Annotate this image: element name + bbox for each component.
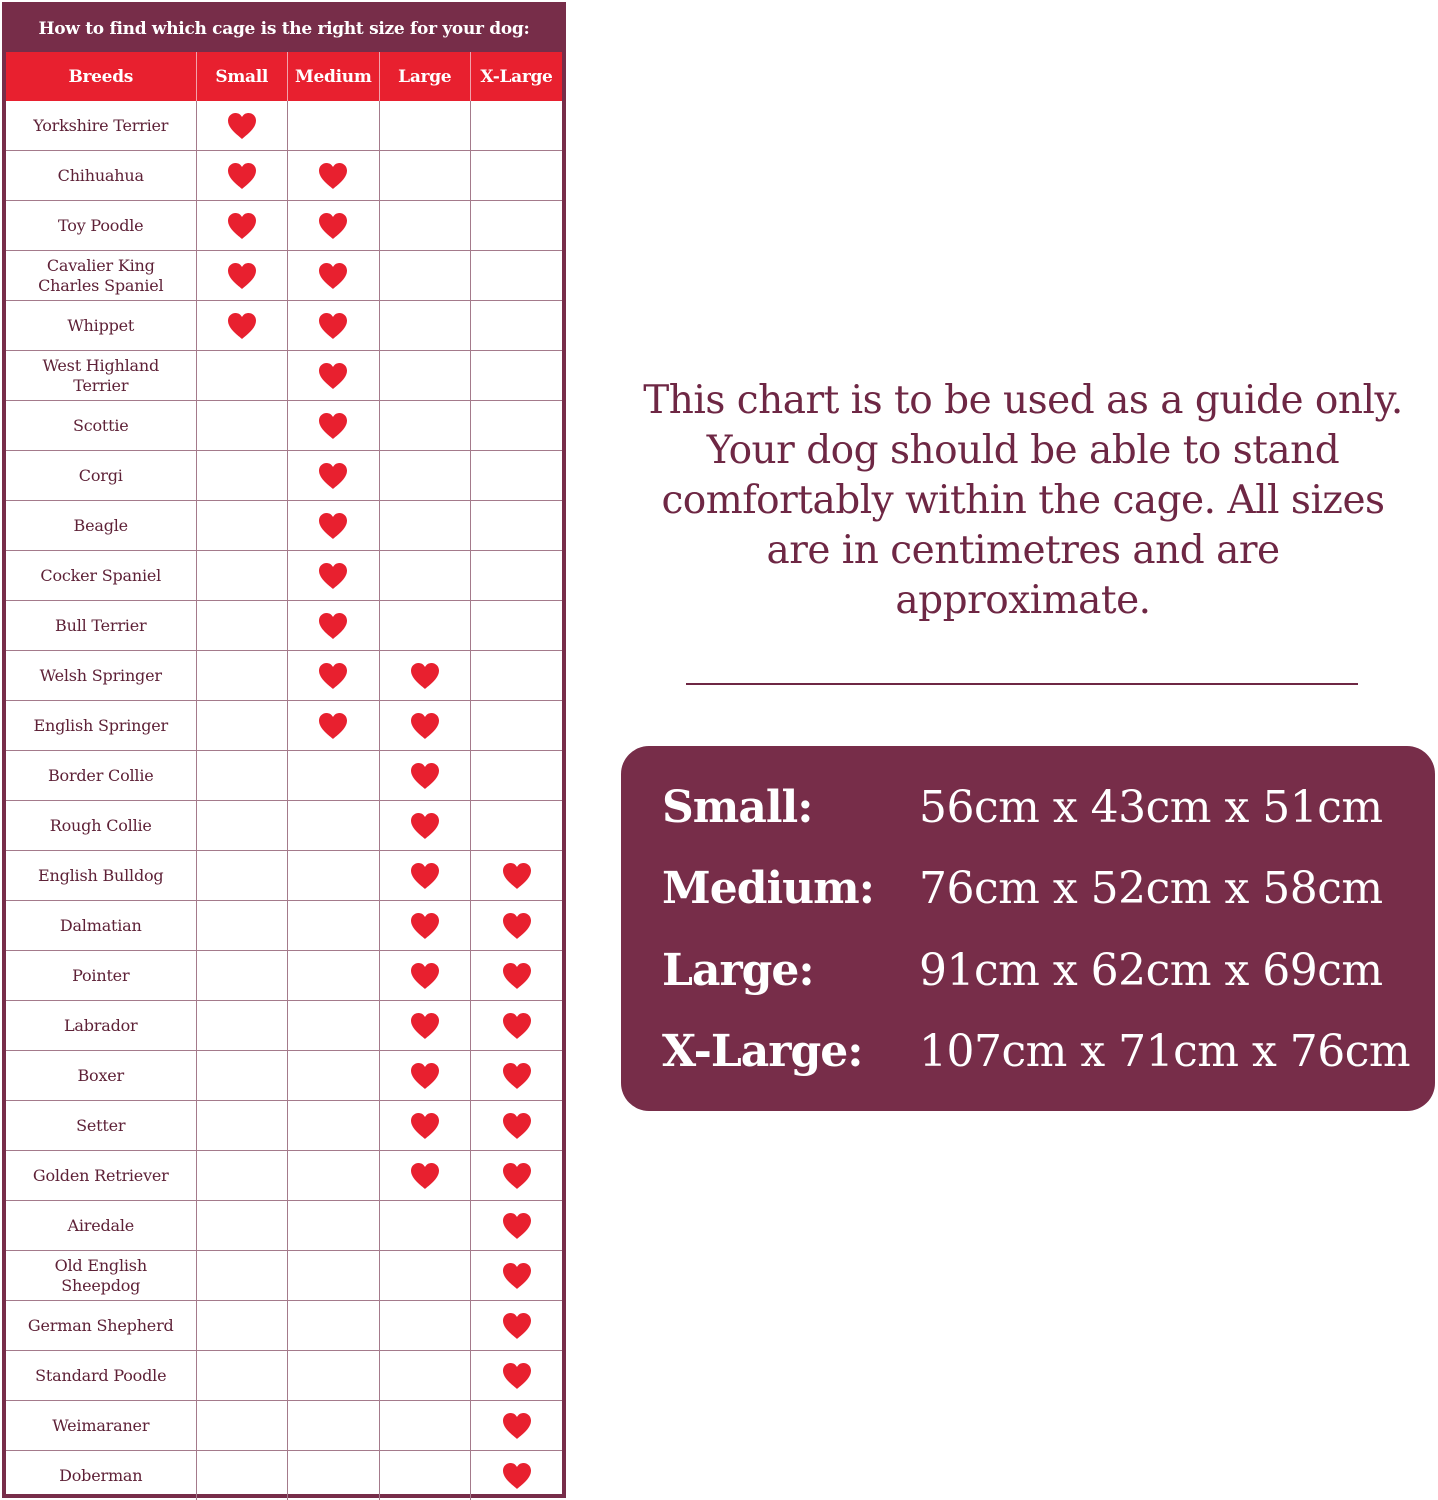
breed-size-chart — [2, 2, 566, 1498]
size-cell-x-large — [471, 1051, 563, 1101]
size-cell-large — [379, 851, 471, 901]
size-cell-x-large — [471, 151, 563, 201]
size-cell-small — [196, 751, 288, 801]
heart-icon — [410, 912, 440, 940]
heart-icon — [318, 512, 348, 540]
size-cell-small — [196, 1101, 288, 1151]
size-cell-x-large — [471, 651, 563, 701]
size-cell-small — [196, 351, 288, 401]
breed-name: Whippet — [6, 301, 196, 351]
heart-icon — [318, 312, 348, 340]
column-header-breeds: Breeds — [6, 52, 196, 101]
size-cell-x-large — [471, 1401, 563, 1451]
breed-name: Toy Poodle — [6, 201, 196, 251]
size-cell-small — [196, 1201, 288, 1251]
size-cell-medium — [288, 851, 380, 901]
heart-icon — [502, 1312, 532, 1340]
heart-icon — [318, 562, 348, 590]
breed-name: Pointer — [6, 951, 196, 1001]
table-row — [6, 1151, 562, 1201]
size-cell-small — [196, 1301, 288, 1351]
size-cell-medium — [288, 1001, 380, 1051]
table-row — [6, 701, 562, 751]
table-row — [6, 651, 562, 701]
heart-icon — [318, 412, 348, 440]
size-cell-large — [379, 301, 471, 351]
heart-icon — [502, 862, 532, 890]
heart-icon — [502, 962, 532, 990]
table-row — [6, 1351, 562, 1401]
size-cell-large — [379, 1451, 471, 1500]
table-row — [6, 251, 562, 301]
size-cell-small — [196, 151, 288, 201]
size-cell-large — [379, 801, 471, 851]
heart-icon — [318, 262, 348, 290]
breed-name: Corgi — [6, 451, 196, 501]
size-cell-large — [379, 651, 471, 701]
size-cell-large — [379, 951, 471, 1001]
size-cell-x-large — [471, 951, 563, 1001]
size-cell-medium — [288, 1051, 380, 1101]
heart-icon — [227, 262, 257, 290]
heart-icon — [318, 212, 348, 240]
size-cell-small — [196, 1451, 288, 1500]
heart-icon — [410, 1062, 440, 1090]
size-cell-large — [379, 751, 471, 801]
dimension-value: 91cm x 62cm x 69cm — [919, 945, 1383, 996]
size-cell-large — [379, 1201, 471, 1251]
dimension-value: 56cm x 43cm x 51cm — [919, 782, 1383, 833]
column-header-large: Large — [379, 52, 471, 101]
size-cell-medium — [288, 951, 380, 1001]
heart-icon — [410, 1012, 440, 1040]
heart-icon — [410, 1112, 440, 1140]
table-row — [6, 401, 562, 451]
size-cell-large — [379, 351, 471, 401]
size-cell-medium — [288, 1351, 380, 1401]
heart-icon — [318, 612, 348, 640]
size-cell-small — [196, 651, 288, 701]
divider — [686, 683, 1358, 685]
breed-table — [6, 52, 562, 1500]
size-cell-medium — [288, 801, 380, 851]
size-cell-large — [379, 601, 471, 651]
size-cell-small — [196, 551, 288, 601]
size-cell-small — [196, 451, 288, 501]
size-cell-large — [379, 1301, 471, 1351]
size-cell-large — [379, 401, 471, 451]
table-row — [6, 1101, 562, 1151]
size-cell-x-large — [471, 251, 563, 301]
heart-icon — [227, 312, 257, 340]
size-cell-x-large — [471, 701, 563, 751]
table-row — [6, 1401, 562, 1451]
breed-name: Chihuahua — [6, 151, 196, 201]
heart-icon — [410, 662, 440, 690]
size-cell-x-large — [471, 301, 563, 351]
table-row — [6, 1001, 562, 1051]
size-cell-x-large — [471, 501, 563, 551]
heart-icon — [410, 762, 440, 790]
size-cell-small — [196, 1351, 288, 1401]
size-cell-small — [196, 851, 288, 901]
heart-icon — [318, 462, 348, 490]
size-cell-small — [196, 601, 288, 651]
dimension-label: Large: — [662, 945, 814, 996]
breed-name: Yorkshire Terrier — [6, 101, 196, 151]
table-row — [6, 1301, 562, 1351]
size-cell-large — [379, 151, 471, 201]
table-row — [6, 1051, 562, 1101]
table-row — [6, 201, 562, 251]
size-cell-medium — [288, 1301, 380, 1351]
breed-name: Setter — [6, 1101, 196, 1151]
dimension-value: 107cm x 71cm x 76cm — [919, 1026, 1411, 1077]
dimension-row-large — [621, 936, 1435, 1006]
size-cell-small — [196, 1051, 288, 1101]
size-cell-medium — [288, 351, 380, 401]
guide-note: This chart is to be used as a guide only. Your dog should be able to stand comfortably within the cage. All sizes are in centimetres and are approximate. — [643, 378, 1403, 623]
size-cell-small — [196, 701, 288, 751]
heart-icon — [502, 1012, 532, 1040]
breed-name: English Bulldog — [6, 851, 196, 901]
size-cell-small — [196, 1251, 288, 1301]
dimension-label: X-Large: — [662, 1026, 863, 1077]
size-cell-x-large — [471, 201, 563, 251]
table-header-row — [6, 52, 562, 101]
table-row — [6, 551, 562, 601]
size-cell-medium — [288, 401, 380, 451]
heart-icon — [502, 1062, 532, 1090]
size-cell-small — [196, 951, 288, 1001]
size-cell-x-large — [471, 1351, 563, 1401]
size-cell-medium — [288, 1201, 380, 1251]
size-cell-large — [379, 1401, 471, 1451]
breed-name: Welsh Springer — [6, 651, 196, 701]
heart-icon — [502, 1112, 532, 1140]
size-cell-large — [379, 501, 471, 551]
size-cell-x-large — [471, 1201, 563, 1251]
size-cell-medium — [288, 551, 380, 601]
size-cell-x-large — [471, 801, 563, 851]
table-row — [6, 1201, 562, 1251]
size-cell-medium — [288, 901, 380, 951]
size-cell-x-large — [471, 1301, 563, 1351]
size-cell-medium — [288, 301, 380, 351]
size-cell-x-large — [471, 451, 563, 501]
size-cell-large — [379, 551, 471, 601]
size-cell-large — [379, 1351, 471, 1401]
size-cell-large — [379, 1001, 471, 1051]
size-cell-x-large — [471, 101, 563, 151]
heart-icon — [502, 912, 532, 940]
size-cell-small — [196, 501, 288, 551]
size-cell-x-large — [471, 1001, 563, 1051]
table-row — [6, 951, 562, 1001]
dimension-label: Medium: — [662, 863, 874, 914]
size-cell-x-large — [471, 551, 563, 601]
size-cell-x-large — [471, 1251, 563, 1301]
size-cell-small — [196, 401, 288, 451]
size-cell-x-large — [471, 1151, 563, 1201]
table-row — [6, 901, 562, 951]
size-cell-small — [196, 901, 288, 951]
heart-icon — [410, 962, 440, 990]
table-row — [6, 801, 562, 851]
size-cell-medium — [288, 151, 380, 201]
size-cell-x-large — [471, 1101, 563, 1151]
heart-icon — [410, 812, 440, 840]
heart-icon — [502, 1262, 532, 1290]
dimensions-panel — [621, 746, 1435, 1111]
breed-name: Dalmatian — [6, 901, 196, 951]
heart-icon — [318, 362, 348, 390]
heart-icon — [410, 1162, 440, 1190]
column-header-x-large: X-Large — [471, 52, 563, 101]
size-cell-small — [196, 1151, 288, 1201]
dimension-label: Small: — [662, 782, 813, 833]
size-cell-large — [379, 201, 471, 251]
breed-name: Beagle — [6, 501, 196, 551]
table-row — [6, 301, 562, 351]
breed-name: Bull Terrier — [6, 601, 196, 651]
heart-icon — [318, 712, 348, 740]
heart-icon — [318, 662, 348, 690]
column-header-small: Small — [196, 52, 288, 101]
heart-icon — [227, 112, 257, 140]
table-row — [6, 1251, 562, 1301]
size-cell-medium — [288, 251, 380, 301]
size-cell-small — [196, 201, 288, 251]
breed-name: Cavalier King Charles Spaniel — [6, 251, 196, 301]
breed-name: English Springer — [6, 701, 196, 751]
breed-name: Weimaraner — [6, 1401, 196, 1451]
breed-name: German Shepherd — [6, 1301, 196, 1351]
size-cell-x-large — [471, 601, 563, 651]
size-cell-medium — [288, 701, 380, 751]
size-cell-medium — [288, 501, 380, 551]
size-cell-medium — [288, 1101, 380, 1151]
heart-icon — [502, 1412, 532, 1440]
size-cell-medium — [288, 751, 380, 801]
size-cell-small — [196, 1001, 288, 1051]
size-cell-x-large — [471, 901, 563, 951]
size-cell-small — [196, 1401, 288, 1451]
table-row — [6, 1451, 562, 1500]
size-cell-medium — [288, 601, 380, 651]
breed-name: Old English Sheepdog — [6, 1251, 196, 1301]
heart-icon — [502, 1212, 532, 1240]
size-cell-large — [379, 251, 471, 301]
table-row — [6, 351, 562, 401]
size-cell-medium — [288, 1451, 380, 1500]
size-cell-small — [196, 251, 288, 301]
chart-banner: How to find which cage is the right size for your dog: — [6, 6, 562, 52]
table-row — [6, 601, 562, 651]
breed-name: Scottie — [6, 401, 196, 451]
breed-name: Rough Collie — [6, 801, 196, 851]
size-cell-medium — [288, 651, 380, 701]
size-cell-x-large — [471, 751, 563, 801]
size-cell-x-large — [471, 1451, 563, 1500]
table-row — [6, 851, 562, 901]
size-cell-x-large — [471, 351, 563, 401]
size-cell-medium — [288, 201, 380, 251]
column-header-medium: Medium — [288, 52, 380, 101]
size-cell-large — [379, 701, 471, 751]
heart-icon — [318, 162, 348, 190]
size-cell-x-large — [471, 401, 563, 451]
size-cell-large — [379, 1051, 471, 1101]
breed-name: Golden Retriever — [6, 1151, 196, 1201]
breed-name: Labrador — [6, 1001, 196, 1051]
size-cell-large — [379, 1151, 471, 1201]
size-cell-small — [196, 801, 288, 851]
size-cell-medium — [288, 451, 380, 501]
size-cell-medium — [288, 101, 380, 151]
table-row — [6, 151, 562, 201]
size-cell-small — [196, 101, 288, 151]
table-row — [6, 751, 562, 801]
heart-icon — [502, 1162, 532, 1190]
table-row — [6, 451, 562, 501]
heart-icon — [410, 862, 440, 890]
size-cell-large — [379, 101, 471, 151]
breed-name: Standard Poodle — [6, 1351, 196, 1401]
table-body — [6, 101, 562, 1500]
size-cell-medium — [288, 1401, 380, 1451]
heart-icon — [410, 712, 440, 740]
heart-icon — [227, 162, 257, 190]
heart-icon — [227, 212, 257, 240]
breed-name: Airedale — [6, 1201, 196, 1251]
breed-name: Doberman — [6, 1451, 196, 1500]
breed-name: Border Collie — [6, 751, 196, 801]
size-cell-large — [379, 451, 471, 501]
table-row — [6, 501, 562, 551]
size-cell-large — [379, 1251, 471, 1301]
breed-name: Cocker Spaniel — [6, 551, 196, 601]
size-cell-medium — [288, 1151, 380, 1201]
size-cell-large — [379, 901, 471, 951]
size-cell-small — [196, 301, 288, 351]
dimension-value: 76cm x 52cm x 58cm — [919, 863, 1383, 914]
breed-name: West Highland Terrier — [6, 351, 196, 401]
breed-name: Boxer — [6, 1051, 196, 1101]
size-cell-x-large — [471, 851, 563, 901]
dimension-row-medium — [621, 854, 1435, 924]
size-cell-large — [379, 1101, 471, 1151]
dimension-row-small — [621, 773, 1435, 843]
size-cell-medium — [288, 1251, 380, 1301]
dimension-row-x-large — [621, 1017, 1435, 1087]
heart-icon — [502, 1362, 532, 1390]
heart-icon — [502, 1462, 532, 1490]
table-row — [6, 101, 562, 151]
